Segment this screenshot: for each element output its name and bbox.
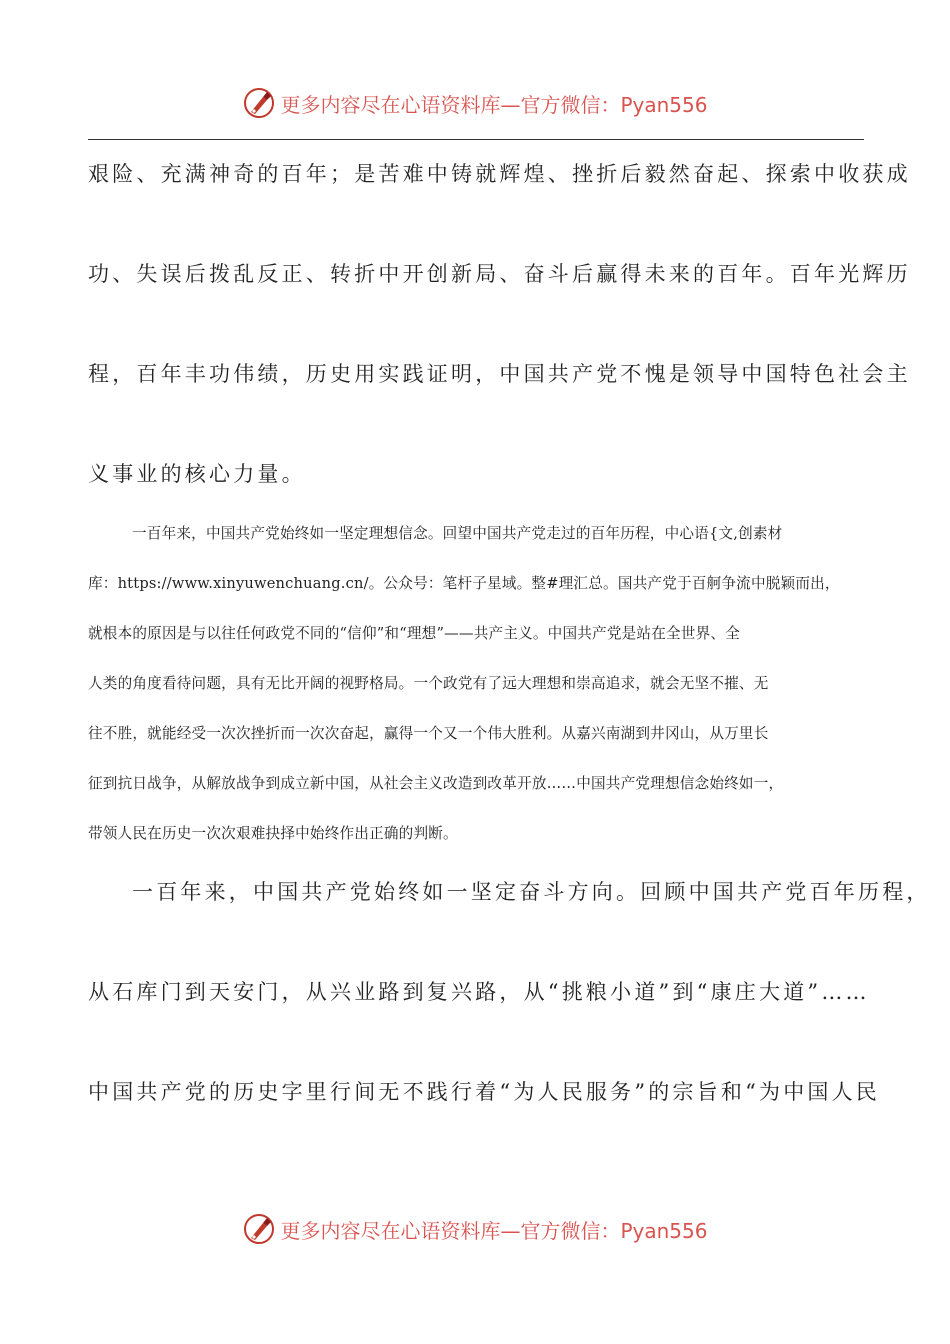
- header-watermark-text: 更多内容尽在心语资料库—官方微信：Pyan556: [280, 92, 708, 117]
- text-line: 功、失误后拨乱反正、转折中开创新局、奋斗后赢得未来的百年。百年光辉历: [88, 262, 911, 286]
- text-line: 从石库门到天安门，从兴业路到复兴路，从“挑粮小道”到“康庄大道”……: [88, 980, 870, 1004]
- text-line: 人类的角度看待问题，具有无比开阔的视野格局。一个政党有了远大理想和崇高追求，就会无坚不摧、无: [88, 675, 769, 692]
- footer-watermark-text: 更多内容尽在心语资料库—官方微信：Pyan556: [280, 1218, 708, 1243]
- pen-nib-logo-icon: [242, 1212, 276, 1246]
- text-line: 中国共产党的历史字里行间无不践行着“为人民服务”的宗旨和“为中国人民: [88, 1080, 881, 1104]
- text-line: 带领人民在历史一次次艰难抉择中始终作出正确的判断。: [88, 825, 458, 842]
- text-line: 一百年来，中国共产党始终如一坚定奋斗方向。回顾中国共产党百年历程，: [132, 880, 931, 904]
- footer-watermark: [0, 1212, 950, 1246]
- text-line: 艰险、充满神奇的百年；是苦难中铸就辉煌、挫折后毅然奋起、探索中收获成: [88, 162, 911, 186]
- text-line: 就根本的原因是与以往任何政党不同的“信仰”和“理想”——共产主义。中国共产党是站在全世界、全: [88, 625, 740, 642]
- text-line: 往不胜，就能经受一次次挫折而一次次奋起，赢得一个又一个伟大胜利。从嘉兴南湖到井冈山，从万里长: [88, 725, 769, 742]
- text-line: 程，百年丰功伟绩，历史用实践证明，中国共产党不愧是领导中国特色社会主: [88, 362, 911, 386]
- text-line: 一百年来，中国共产党始终如一坚定理想信念。回望中国共产党走过的百年历程，中心语{文,创素材: [132, 525, 783, 542]
- text-line: 义事业的核心力量。: [88, 462, 306, 486]
- header-divider: [88, 139, 864, 140]
- pen-nib-logo-icon: [242, 86, 276, 120]
- header-watermark: [0, 86, 950, 120]
- text-line: 库：https://www.xinyuwenchuang.cn/。公众号：笔杆子星域。整#理汇总。国共产党于百舸争流中脱颖而出，: [88, 575, 840, 592]
- text-line: 征到抗日战争，从解放战争到成立新中国，从社会主义改造到改革开放……中国共产党理想信念始终如一，: [88, 775, 784, 792]
